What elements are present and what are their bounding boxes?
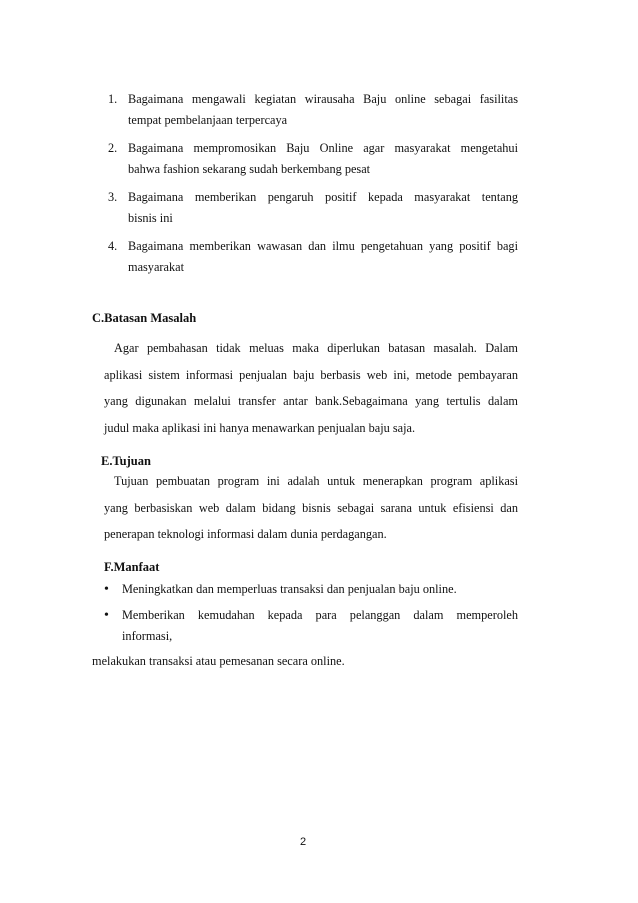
list-text: bisnis ini (128, 211, 173, 225)
benefit-list (104, 579, 518, 652)
paragraph-line: yang digunakan melalui transfer antar bank.Sebagaimana yang tertulis dalam (104, 394, 518, 408)
list-number: 3. (108, 190, 118, 204)
paragraph-line: yang berbasiskan web dalam bidang bisnis sebagai sarana untuk efisiensi dan (104, 500, 518, 515)
list-item (104, 579, 518, 600)
list-item (108, 187, 518, 229)
list-item (108, 138, 518, 180)
list-item (104, 605, 518, 647)
paragraph-line: judul maka aplikasi ini hanya menawarkan penjualan baju saja. (104, 420, 416, 435)
list-item (108, 89, 518, 131)
list-text: Memberikan kemudahan kepada para pelanggan dalam memperoleh (122, 608, 518, 622)
paragraph-line: penerapan teknologi informasi dalam dunia perdagangan. (104, 527, 387, 541)
list-number: 4. (108, 239, 118, 253)
list-text: informasi, (122, 629, 173, 643)
list-item (108, 236, 518, 278)
paragraph-line: Tujuan pembuatan program ini adalah untuk menerapkan program aplikasi (114, 474, 518, 488)
list-text: Bagaimana memberikan wawasan dan ilmu pengetahuan yang positif bagi (128, 239, 518, 253)
list-text: masyarakat (128, 260, 184, 274)
page-number: 2 (300, 836, 307, 848)
bullet-icon: • (104, 608, 109, 623)
list-number: 2. (108, 141, 118, 155)
section-heading-manfaat: F.Manfaat (104, 560, 160, 574)
list-text: Bagaimana mempromosikan Baju Online agar masyarakat mengetahui (128, 141, 518, 155)
list-text: tempat pembelanjaan terpercaya (128, 113, 288, 127)
paragraph-tail: melakukan transaksi atau pemesanan secara online. (92, 654, 345, 668)
list-text: bahwa fashion sekarang sudah berkembang pesat (128, 162, 371, 176)
list-text: Bagaimana mengawali kegiatan wirausaha Baju online sebagai fasilitas (128, 92, 518, 106)
section-heading-tujuan: E.Tujuan (101, 454, 151, 468)
paragraph-batasan (104, 335, 518, 441)
list-number: 1. (108, 92, 118, 106)
problem-question-list (108, 89, 518, 285)
section-heading-batasan: C.Batasan Masalah (92, 311, 197, 325)
paragraph-line: Agar pembahasan tidak meluas maka diperlukan batasan masalah. Dalam (114, 341, 518, 355)
list-text: Bagaimana memberikan pengaruh positif kepada masyarakat tentang (128, 190, 518, 204)
bullet-icon: • (104, 582, 109, 597)
paragraph-line: aplikasi sistem informasi penjualan baju berbasis web ini, metode pembayaran (104, 367, 518, 382)
list-text: Meningkatkan dan memperluas transaksi dan penjualan baju online. (122, 582, 457, 596)
paragraph-tujuan (104, 468, 518, 548)
